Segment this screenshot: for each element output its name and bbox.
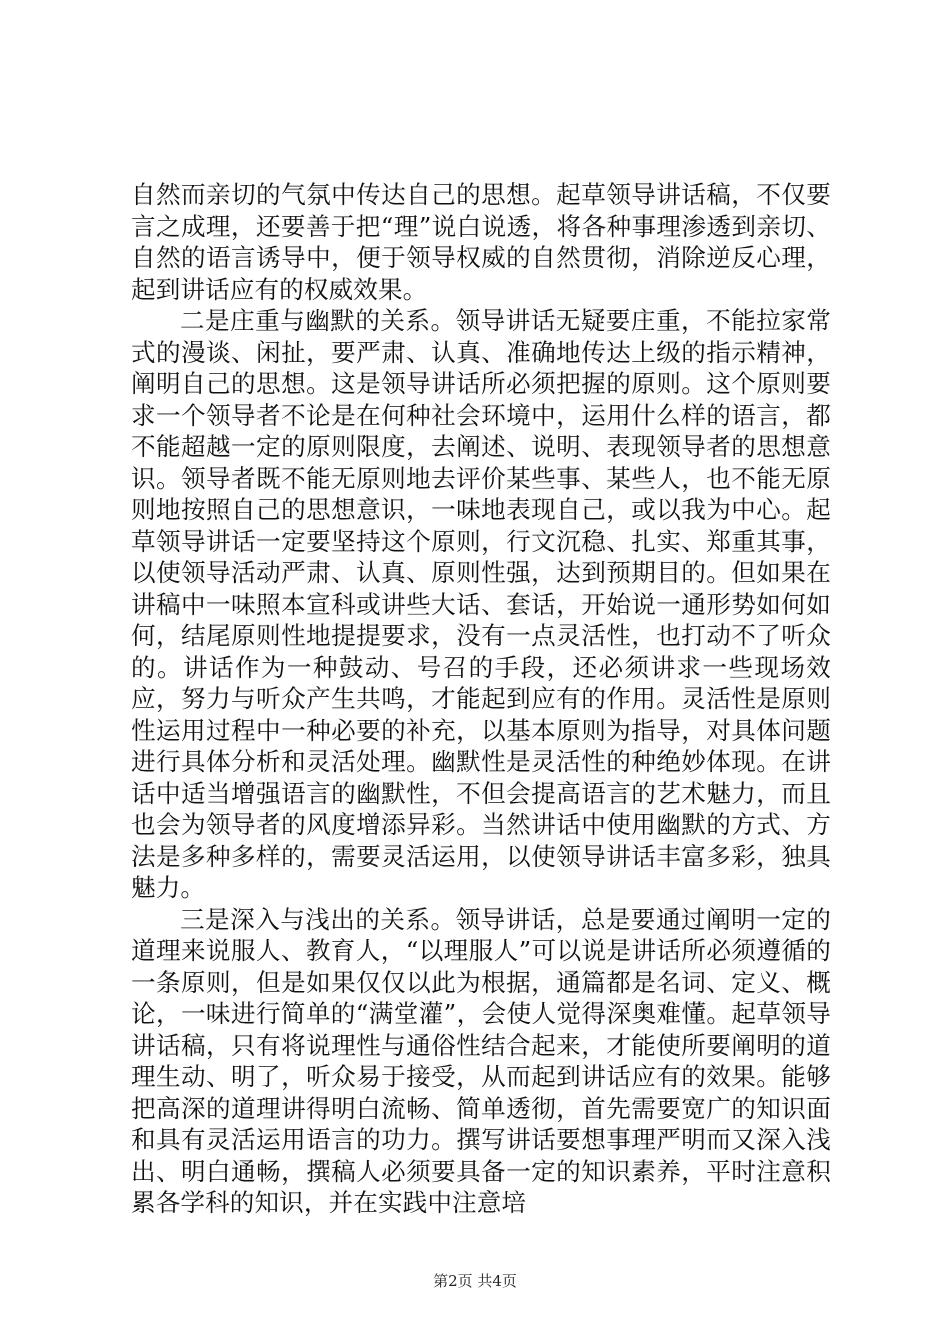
paragraph-continuation: 自然而亲切的气氛中传达自己的思想。起草领导讲话稿，不仅要言之成理，还要善于把“理”说白说透，将各种事理渗透到亲切、自然的语言诱导中，便于领导权威的自然贯彻，消除逆反心理，起到讲话应有的权威效果。 bbox=[131, 180, 831, 304]
paragraph-depth-and-simplicity: 三是深入与浅出的关系。领导讲话，总是要通过阐明一定的道理来说服人、教育人，“以理服人”可以说是讲话所必须遵循的一条原则，但是如果仅仅以此为根据，通篇都是名词、定义、概论，一味进行简单的“满堂灌”，会使人觉得深奥难懂。起草领导讲话稿，只有将说理性与通俗性结合起来，才能使所要阐明的道理生动、明了，听众易于接受，从而起到讲话应有的效果。能够把高深的道理讲得明白流畅、简单透彻，首先需要宽广的知识面和具有灵活运用语言的功力。撰写讲话要想事理严明而又深入浅出、明白通畅，撰稿人必须要具备一定的知识素养，平时注意积累各学科的知识，并在实践中注意培 bbox=[131, 904, 831, 1217]
document-body bbox=[131, 179, 831, 1219]
page-number-footer: 第2页 共4页 bbox=[433, 1272, 517, 1290]
paragraph-solemnity-and-humor: 二是庄重与幽默的关系。领导讲话无疑要庄重，不能拉家常式的漫谈、闲扯，要严肃、认真、准确地传达上级的指示精神，阐明自己的思想。这是领导讲话所必须把握的原则。这个原则要求一个领导者不论是在何种社会环境中，运用什么样的语言，都不能超越一定的原则限度，去阐述、说明、表现领导者的思想意识。领导者既不能无原则地去评价某些事、某些人，也不能无原则地按照自己的思想意识，一味地表现自己，或以我为中心。起草领导讲话一定要坚持这个原则，行文沉稳、扎实、郑重其事，以使领导活动严肃、认真、原则性强，达到预期目的。但如果在讲稿中一味照本宣科或讲些大话、套话，开始说一通形势如何如何，结尾原则性地提提要求，没有一点灵活性，也打动不了听众的。讲话作为一种鼓动、号召的手段，还必须讲求一些现场效应，努力与听众产生共鸣，才能起到应有的作用。灵活性是原则性运用过程中一种必要的补充，以基本原则为指导，对具体问题进行具体分析和灵活处理。幽默性是灵活性的种绝妙体现。在讲话中适当增强语言的幽默性，不但会提高语言的艺术魅力，而且也会为领导者的风度增添异彩。当然讲话中使用幽默的方式、方法是多种多样的，需要灵活运用，以使领导讲话丰富多彩，独具魅力。 bbox=[131, 306, 831, 902]
